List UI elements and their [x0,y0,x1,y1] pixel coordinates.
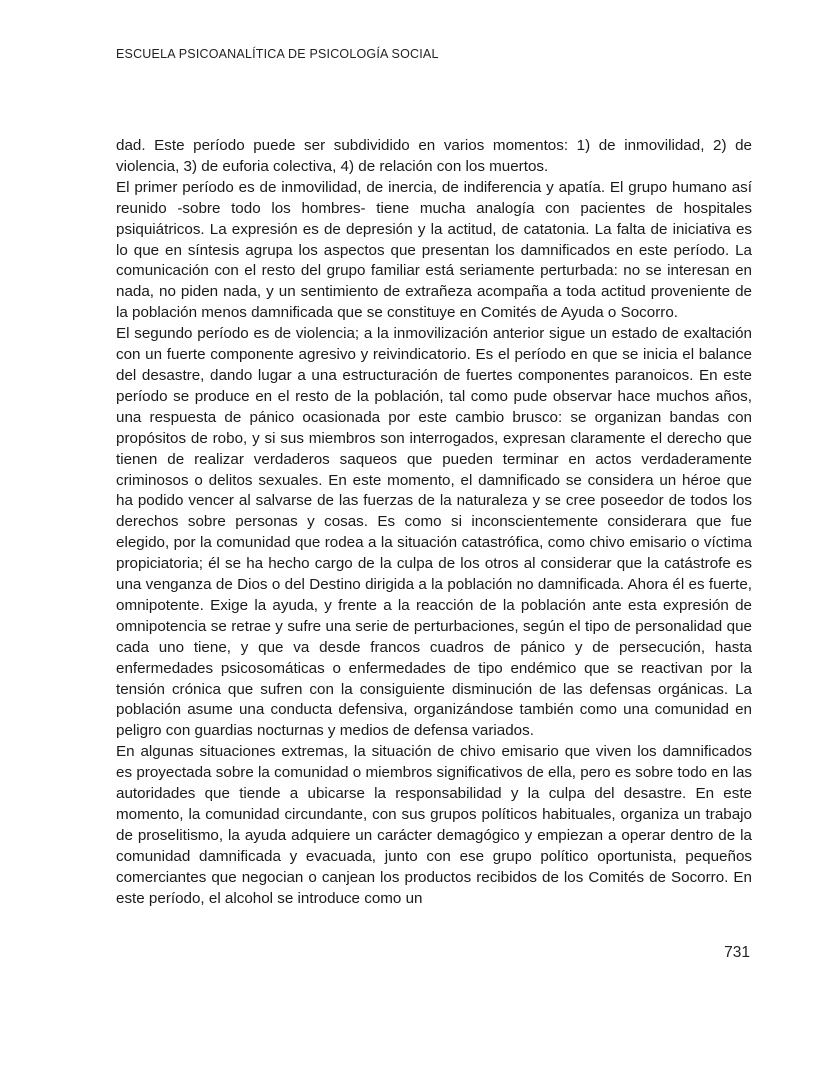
body-text [116,136,752,910]
running-header: ESCUELA PSICOANALÍTICA DE PSICOLOGÍA SOCIAL [116,47,439,61]
paragraph: El primer período es de inmovilidad, de inercia, de indiferencia y apatía. El grupo humano así reunido -sobre todo los hombres- tiene mucha analogía con pacientes de hospitales psiquiátricos. La expresión es de depresión y la actitud, de catatonia. La falta de iniciativa es lo que en síntesis agrupa los aspectos que presentan los damnificados en este período. La comunicación con el resto del grupo familiar está seriamente perturbada: no se interesan en nada, no piden nada, y un sentimiento de extrañeza acompaña a toda actitud proveniente de la población menos damnificada que se constituye en Comités de Ayuda o Socorro. [116,178,752,322]
paragraph: El segundo período es de violencia; a la inmovilización anterior sigue un estado de exaltación con un fuerte componente agresivo y reivindicatorio. Es el período en que se inicia el balance del desastre, dando lugar a una estructuración de fuertes componentes paranoicos. En este período se produce en el resto de la población, tal como pude observar hace muchos años, una respuesta de pánico ocasionada por este cambio brusco: se organizan bandas con propósitos de robo, y si sus miembros son interrogados, expresan claramente el derecho que tienen de realizar verdaderos saqueos que pueden terminar en actos verdaderamente criminosos o delitos sexuales. En este momento, el damnificado se considera un héroe que ha podido vencer al salvarse de las fuerzas de la naturaleza y se cree poseedor de todos los derechos sobre personas y cosas. Es como si inconscientemente considerara que fue elegido, por la comunidad que rodea a la situación catastrófica, como chivo emisario o víctima propiciatoria; él se ha hecho cargo de la culpa de los otros al considerar que la catástrofe es una venganza de Dios o del Destino dirigida a la población no damnificada. Ahora él es fuerte, omnipotente. Exige la ayuda, y frente a la reacción de la población ante esta expresión de omnipotencia se retrae y sufre una serie de perturbaciones, según el tipo de personalidad que cada uno tiene, y que va desde francos cuadros de pánico y de persecución, hasta enfermedades psicosomáticas o enfermedades de tipo endémico que se reactivan por la tensión crónica que sufren con la consiguiente disminución de las defensas orgánicas. La población asume una conducta defensiva, organizándose también como una comunidad en peligro con guardias nocturnas y medios de defensa variados. [116,325,752,740]
paragraph: dad. Este período puede ser subdividido en varios momentos: 1) de inmovilidad, 2) de violencia, 3) de euforia colectiva, 4) de relación con los muertos. [116,137,752,175]
page-number: 731 [724,944,750,961]
paragraph: En algunas situaciones extremas, la situación de chivo emisario que viven los damnificados es proyectada sobre la comunidad o miembros significativos de ella, pero es sobre todo en las autoridades que tiende a ubicarse la responsabilidad y la culpa del desastre. En este momento, la comunidad circundante, con sus grupos políticos habituales, organiza un trabajo de proselitismo, la ayuda adquiere un carácter demagógico y empiezan a operar dentro de la comunidad damnificada y evacuada, junto con ese grupo político oportunista, pequeños comerciantes que negocian o canjean los productos recibidos de los Comités de Socorro. En este período, el alcohol se introduce como un [116,743,752,907]
